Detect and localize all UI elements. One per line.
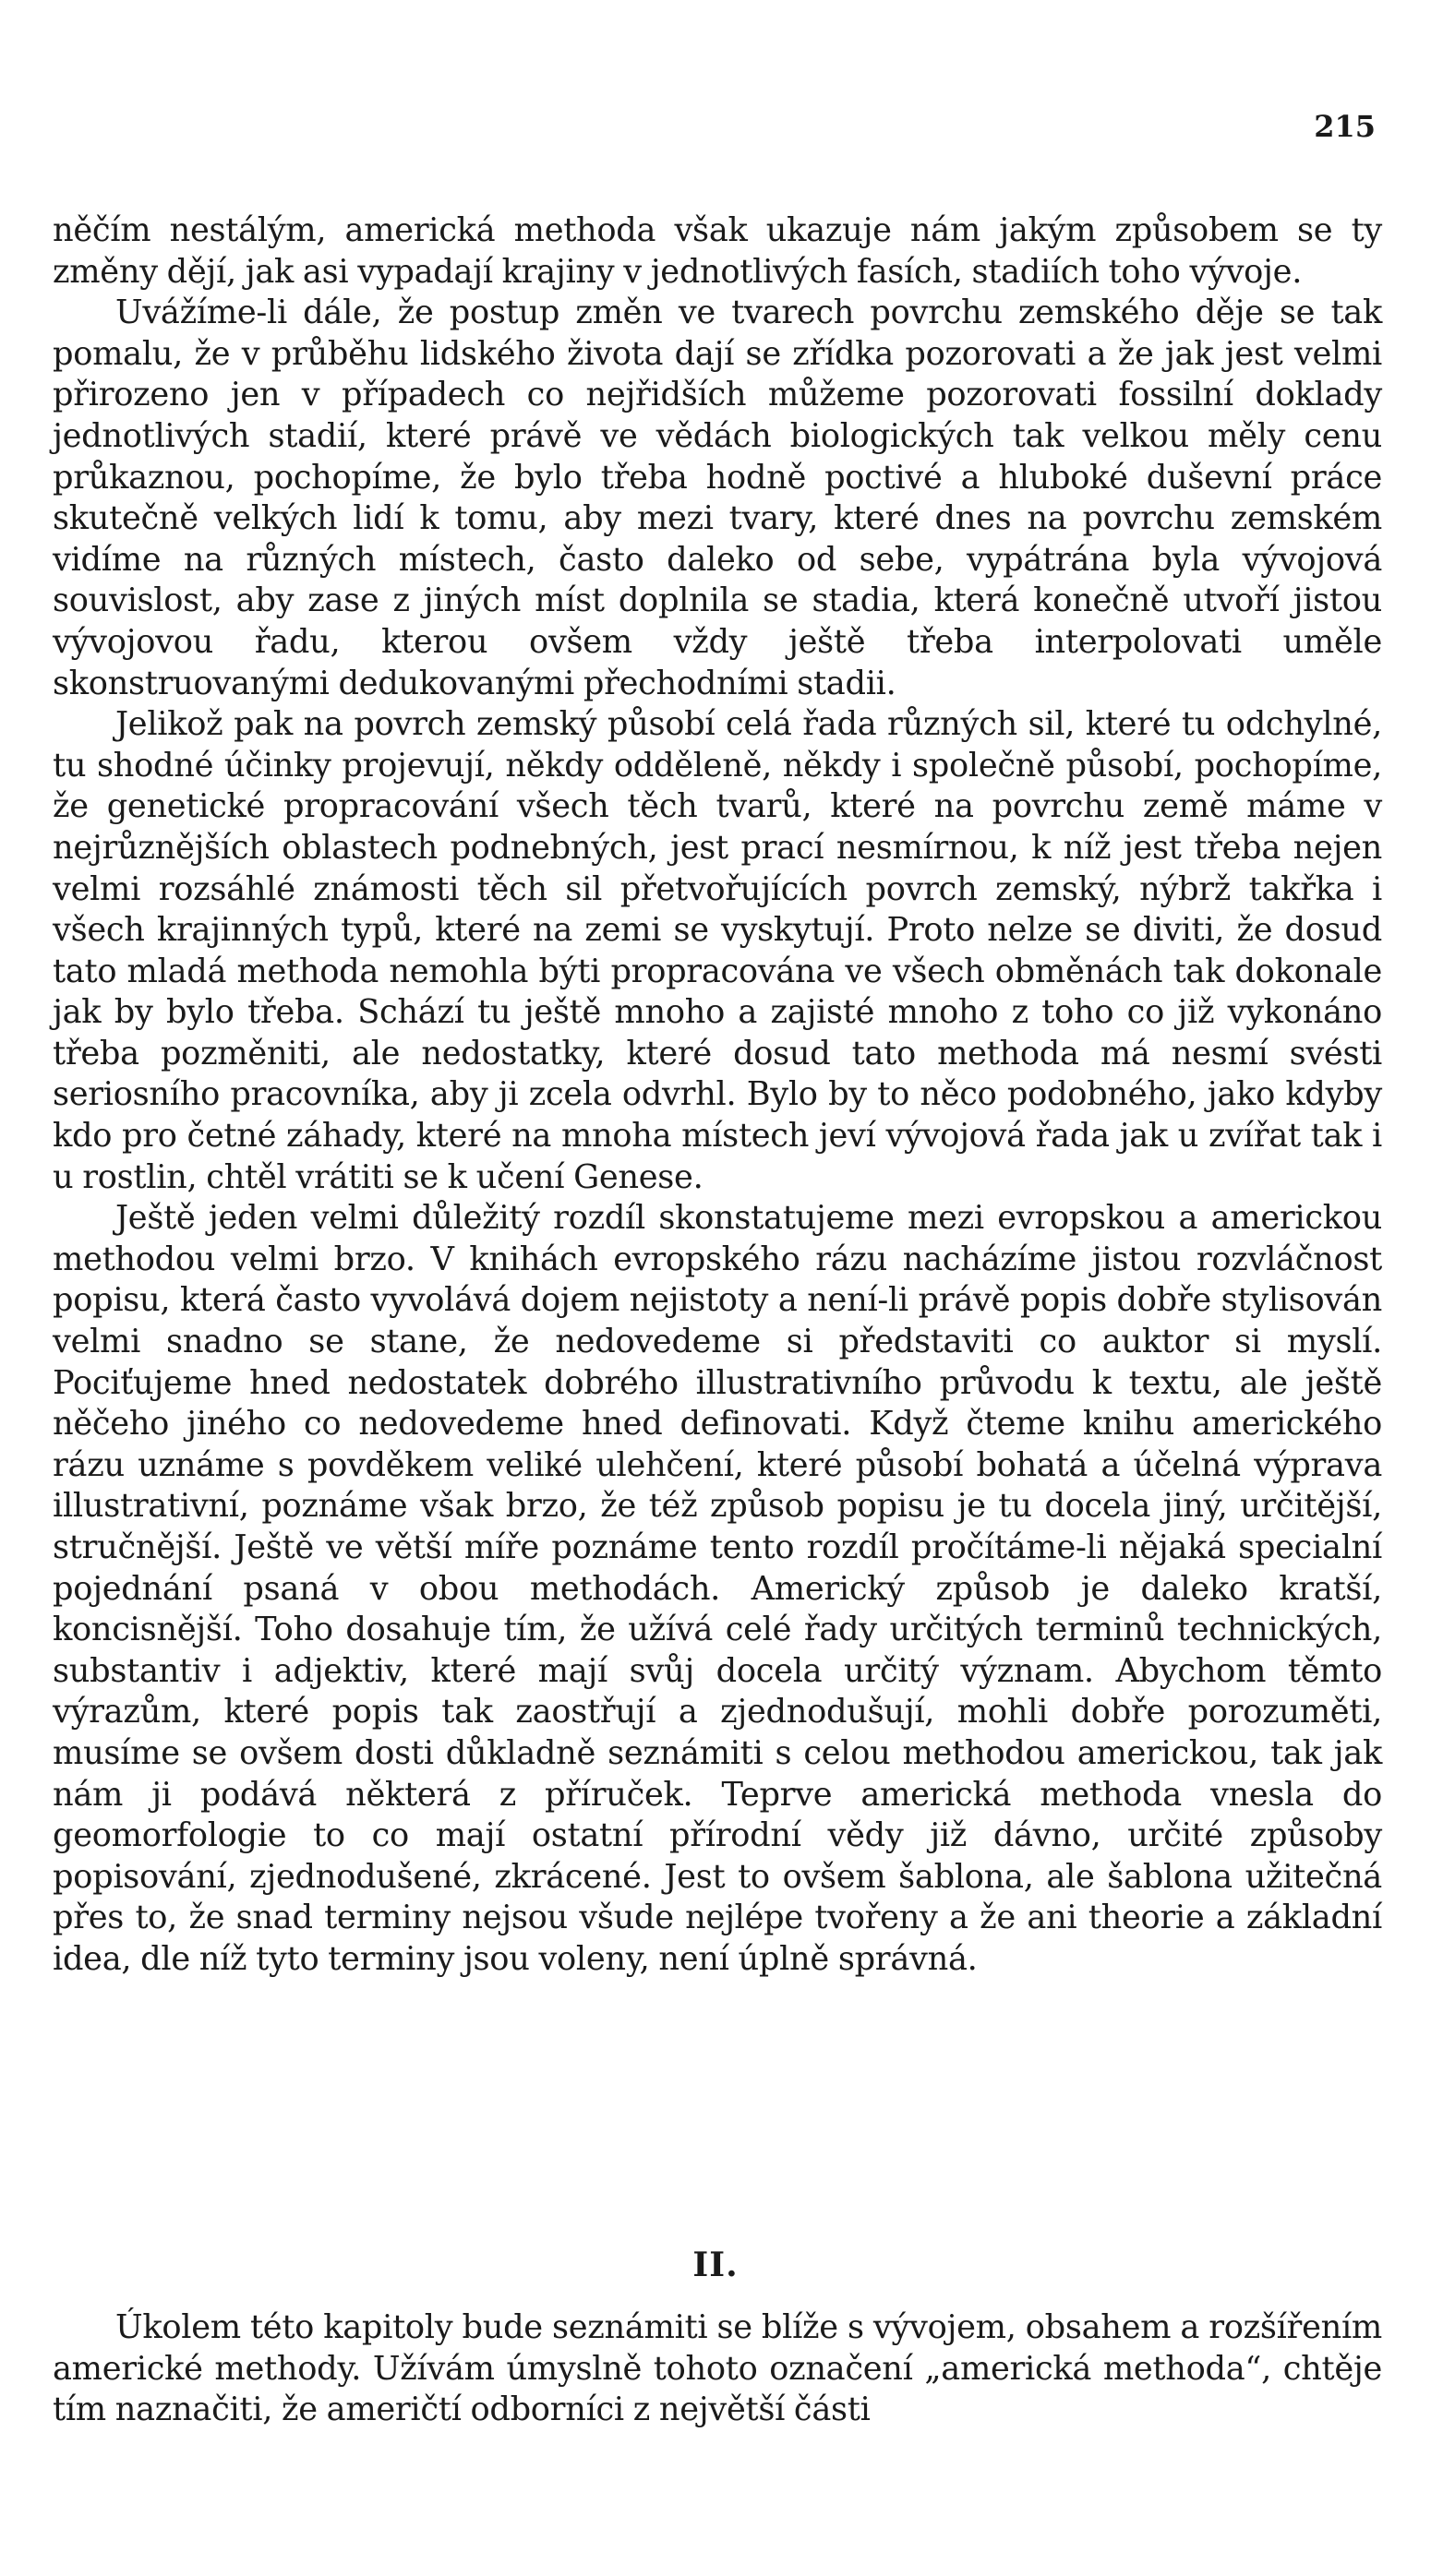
paragraph: Uvážíme-li dále, že postup změn ve tvarech povrchu zemského děje se tak pomalu, že v průběhu lidského života dají se zřídka pozorovati a že jak jest velmi přirozeno jen v případech co nejřidších můžeme pozorovati fossilní doklady jednotlivých stadií, které právě ve vědách biologických tak velkou měly cenu průkaznou, pochopíme, že bylo třeba hodně poctivé a hluboké duševní práce skutečně velkých lidí k tomu, aby mezi tvary, které dnes na povrchu zemském vidíme na různých místech, často daleko od sebe, vypátrána byla vývojová souvislost, aby zase z jiných míst doplnila se stadia, která konečně utvoří jistou vývojovou řadu, kterou ovšem vždy ještě třeba interpolovati uměle skonstruovanými dedukovanými přechodními stadii.: [53, 294, 1382, 702]
section-text: [53, 2307, 1382, 2431]
paragraph: Ještě jeden velmi důležitý rozdíl skonstatujeme mezi evropskou a americkou methodou velmi brzo. V knihách evropského rázu nacházíme jistou rozvláčnost popisu, která často vyvolává dojem nejistoty a není-li právě popis dobře stylisován velmi snadno se stane, že nedovedeme si představiti co auktor si myslí. Pociťujeme hned nedostatek dobrého illustrativního průvodu k textu, ale ještě něčeho jiného co nedovedeme hned definovati. Když čteme knihu amerického rázu uznáme s povděkem veliké ulehčení, které působí bohatá a účelná výprava illustrativní, poznáme však brzo, že též způsob popisu je tu docela jiný, určitější, stručnější. Ještě ve větší míře poznáme tento rozdíl pročítáme-li nějaká specialní pojednání psaná v obou methodách. Americký způsob je daleko kratší, koncisnější. Toho dosahuje tím, že užívá celé řady určitých terminů technických, substantiv i adjektiv, které mají svůj docela určitý význam. Abychom těmto výrazům, které popis tak zaostřují a zjednodušují, mohli dobře porozuměti, musíme se ovšem dosti důkladně seznámiti s celou methodou americkou, tak jak nám ji podává některá z příruček. Teprve americká methoda vnesla do geomorfologie to co mají ostatní přírodní vědy již dávno, určité způsoby popisování, zjednodušené, zkrácené. Jest to ovšem šablona, ale šablona užitečná přes to, že snad terminy nejsou všude nejlépe tvořeny a že ani theorie a základní idea, dle níž tyto terminy jsou voleny, není úplně správná.: [53, 1199, 1382, 1978]
section-heading: II.: [692, 2246, 739, 2284]
page-number: 215: [1314, 109, 1376, 144]
paragraph: Úkolem této kapitoly bude seznámiti se blíže s vývojem, obsahem a rozšířením americké methody. Užívám úmyslně tohoto označení „americká methoda“, chtěje tím naznačiti, že američtí odborníci z největší části: [53, 2308, 1382, 2429]
paragraph: Jelikož pak na povrch zemský působí celá řada různých sil, které tu odchylné, tu shodné účinky projevují, někdy odděleně, někdy i společně působí, pochopíme, že genetické propracování všech těch tvarů, které na povrchu země máme v nejrůznějších oblastech podnebných, jest prací nesmírnou, k níž jest třeba nejen velmi rozsáhlé známosti těch sil přetvořujících povrch zemský, nýbrž takřka i všech krajinných typů, které na zemi se vyskytují. Proto nelze se diviti, že dosud tato mladá methoda nemohla býti propracována ve všech obměnách tak dokonale jak by bylo třeba. Schází tu ještě mnoho a zajisté mnoho z toho co již vykonáno třeba pozměniti, ale nedostatky, které dosud tato methoda má nesmí svésti seriosního pracovníka, aby ji zcela odvrhl. Bylo by to něco podobného, jako kdyby kdo pro četné záhady, které na mnoha místech jeví vývojová řada jak u zvířat tak i u rostlin, chtěl vrátiti se k učení Genese.: [53, 705, 1382, 1196]
paragraph-continuation: něčím nestálým, americká methoda však ukazuje nám jakým způsobem se ty změny dějí, jak asi vypadají krajiny v jednotlivých fasích, stadiích toho vývoje.: [53, 211, 1382, 291]
main-text: [53, 210, 1382, 1981]
